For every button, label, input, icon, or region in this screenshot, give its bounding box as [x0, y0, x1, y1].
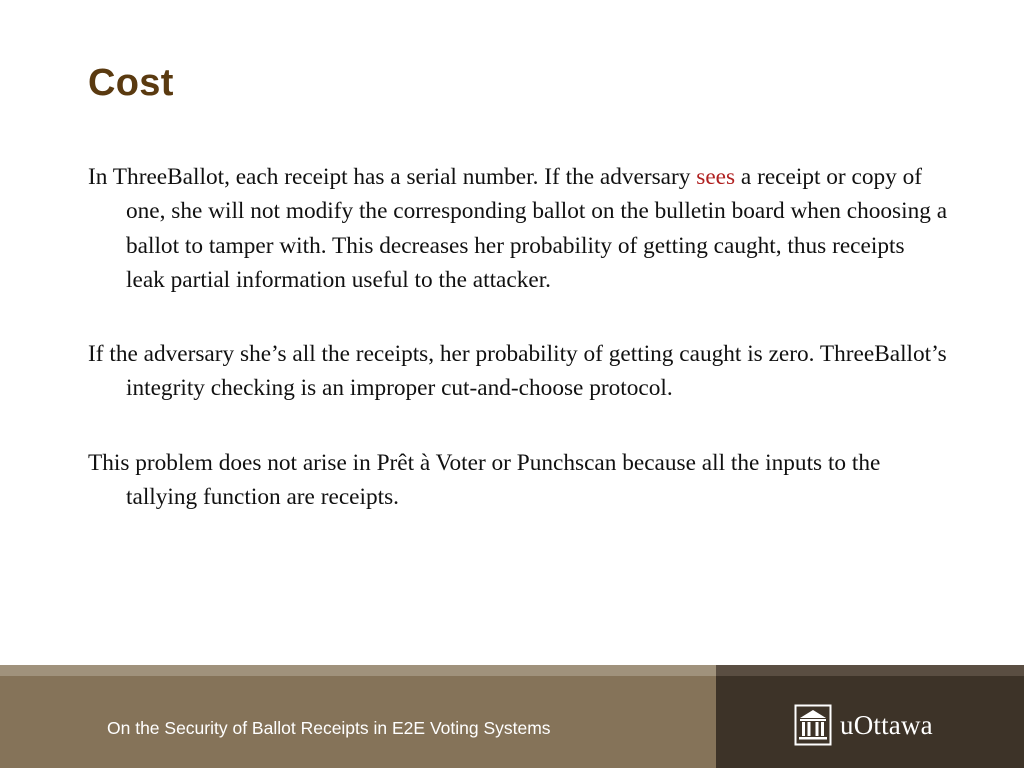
uottawa-logo — [794, 704, 933, 746]
footer-right-panel — [716, 665, 1024, 768]
paragraph-receipt-serial — [88, 160, 948, 297]
emphasized-word: sees — [696, 164, 736, 190]
building-columns-icon — [794, 704, 832, 746]
paragraph-text-part: In ThreeBallot, each receipt has a serial number. If the adversary — [88, 164, 697, 190]
footer-left-panel — [0, 665, 716, 768]
logo-wordmark: uOttawa — [840, 709, 933, 740]
paragraph-text-part: a receipt or copy of one, she will not modify the corresponding ballot on the bulletin board when choosing a ballot to tamper with. This decreases her probability of getting caught, thus receipts leak partial information useful to the attacker. — [126, 164, 948, 293]
paragraph-pret-a-voter: This problem does not arise in Prêt à Voter or Punchscan because all the inputs to the tallying function are receipts. — [88, 449, 881, 511]
footer-caption: On the Security of Ballot Receipts in E2E Voting Systems — [107, 718, 551, 738]
slide-body — [88, 160, 948, 554]
paragraph-integrity-checking: If the adversary she’s all the receipts, her probability of getting caught is zero. ThreeBallot’s integrity checking is an improper cut-and-choose protocol. — [88, 341, 947, 402]
footer — [0, 665, 1024, 768]
slide-title: Cost — [88, 62, 174, 104]
